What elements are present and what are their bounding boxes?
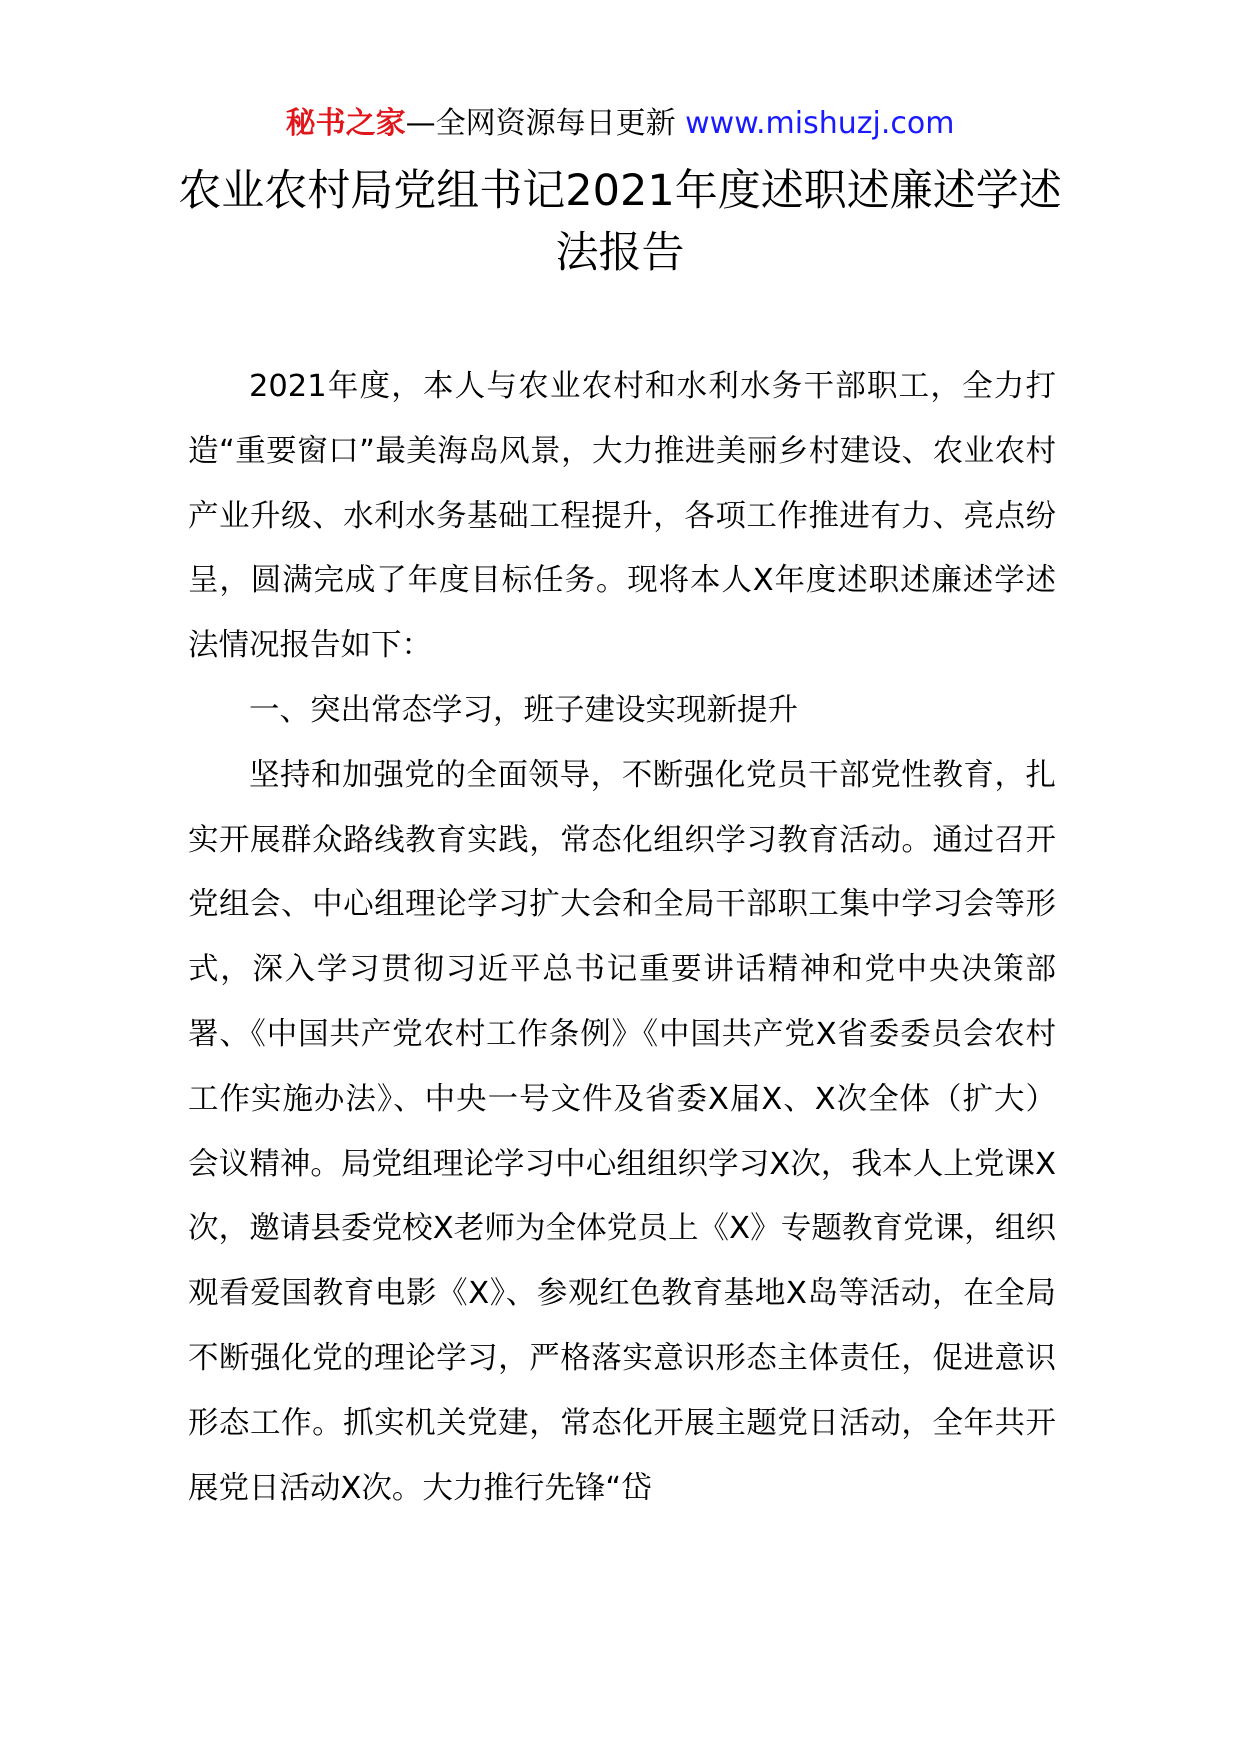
brand-name: 秘书之家: [285, 106, 406, 141]
header-tagline: —全网资源每日更新: [405, 106, 676, 141]
document-body: [188, 355, 1056, 1521]
section-paragraph: 坚持和加强党的全面领导，不断强化党员干部党性教育，扎实开展群众路线教育实践，常态化组织学习教育活动。通过召开党组会、中心组理论学习扩大会和全局干部职工集中学习会等形式，深入学习贯彻习近平总书记重要讲话精神和党中央决策部署、《中国共产党农村工作条例》《中国共产党X省委委员会农村工作实施办法》、中央一号文件及省委X届X、X次全体（扩大）会议精神。局党组理论学习中心组组织学习X次，我本人上党课X次，邀请县委党校X老师为全体党员上《X》专题教育党课，组织观看爱国教育电影《X》、参观红色教育基地X岛等活动，在全局不断强化党的理论学习，严格落实意识形态主体责任，促进意识形态工作。抓实机关党建，常态化开展主题党日活动，全年共开展党日活动X次。大力推行先锋“岱: [188, 757, 1056, 1506]
site-url-link[interactable]: www.mishuzj.com: [685, 106, 955, 141]
document-title: 农业农村局党组书记2021年度述职述廉述学述法报告: [178, 166, 1062, 278]
watermark-header: [0, 104, 1240, 144]
section-heading: 一、突出常态学习，班子建设实现新提升: [249, 692, 798, 728]
intro-paragraph: 2021年度，本人与农业农村和水利水务干部职工，全力打造“重要窗口”最美海岛风景，大力推进美丽乡村建设、农业农村产业升级、水利水务基础工程提升，各项工作推进有力、亮点纷呈，圆满完成了年度目标任务。现将本人X年度述职述廉述学述法情况报告如下：: [188, 369, 1056, 664]
